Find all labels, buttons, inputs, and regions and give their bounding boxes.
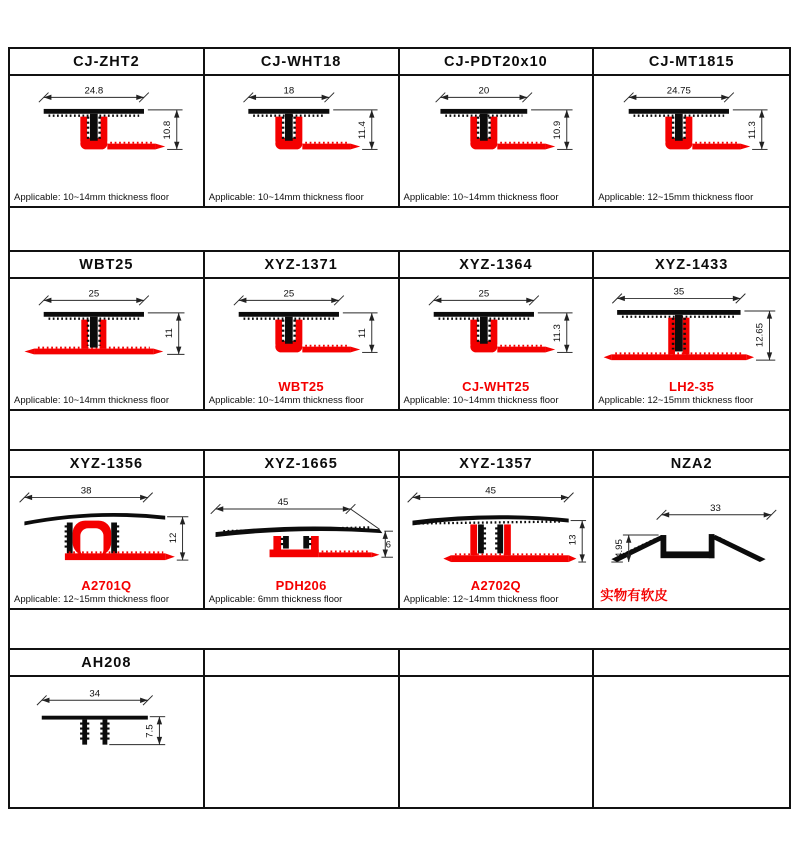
profile-cell-cj-mt1815 (594, 76, 789, 206)
t-profile-shape (39, 93, 183, 150)
product-code-xyz-1357: XYZ-1357 (400, 451, 595, 478)
t-profile-symmetric-shape (24, 296, 184, 355)
height-dimension: 4.95 (614, 539, 626, 558)
profile-cell-wbt25 (10, 279, 205, 409)
profile-drawing (205, 80, 398, 188)
t-profile-shape (234, 296, 378, 353)
product-label: A2702Q (470, 578, 521, 593)
profile-cell-xyz-1356 (10, 478, 205, 608)
height-dimension: 10.9 (551, 120, 563, 140)
height-dimension: 11.4 (356, 121, 368, 140)
product-code-wbt25: WBT25 (10, 252, 205, 279)
empty-cell (594, 677, 789, 807)
profile-drawing (400, 80, 593, 188)
profile-drawing (10, 283, 203, 391)
height-dimension: 12.65 (754, 323, 766, 348)
band-gap (10, 411, 789, 449)
product-code-cj-mt1815: CJ-MT1815 (594, 49, 789, 76)
profile-cell-xyz-1371 (205, 279, 400, 409)
band-4-drawings (10, 677, 789, 807)
profile-drawing (10, 482, 203, 590)
soft-skin-note: 实物有软皮 (600, 588, 668, 603)
ramp-channel-shape (612, 510, 777, 562)
profile-cell-cj-wht18 (205, 76, 400, 206)
winged-channel-shape (20, 493, 189, 560)
band-1 (10, 47, 789, 208)
applicable-note: Applicable: 10~14mm thickness floor (208, 395, 364, 406)
band-3-headers (10, 451, 789, 478)
product-label: WBT25 (278, 379, 324, 394)
profile-cell-nza2 (594, 478, 789, 608)
band-2 (10, 250, 789, 411)
profile-cell-cj-zht2 (10, 76, 205, 206)
product-code-ah208: AH208 (10, 650, 205, 677)
empty-header (400, 650, 595, 677)
height-dimension: 11 (163, 328, 175, 339)
profile-drawing (400, 283, 593, 391)
height-dimension: 7.5 (144, 724, 156, 738)
width-dimension: 24.8 (84, 85, 104, 97)
band-3 (10, 449, 789, 610)
t-profile-shape (624, 93, 768, 150)
empty-cell (400, 677, 595, 807)
profile-drawing (594, 283, 789, 391)
empty-header (594, 650, 789, 677)
profile-drawing (10, 681, 203, 789)
width-dimension: 35 (673, 286, 685, 298)
band-3-drawings (10, 478, 789, 608)
product-label: PDH206 (275, 578, 327, 593)
band-gap (10, 208, 789, 250)
width-dimension: 34 (89, 688, 101, 700)
empty-header (205, 650, 400, 677)
width-dimension: 20 (477, 85, 489, 97)
product-code-xyz-1433: XYZ-1433 (594, 252, 789, 279)
product-code-cj-pdt20x10: CJ-PDT20x10 (400, 49, 595, 76)
product-code-xyz-1364: XYZ-1364 (400, 252, 595, 279)
profile-drawing (205, 482, 398, 590)
height-dimension: 13 (566, 534, 578, 546)
product-code-xyz-1665: XYZ-1665 (205, 451, 400, 478)
profile-table (8, 47, 791, 809)
product-code-cj-wht18: CJ-WHT18 (205, 49, 400, 76)
profile-cell-cj-pdt20x10 (400, 76, 595, 206)
band-2-headers (10, 252, 789, 279)
profile-cell-xyz-1364 (400, 279, 595, 409)
product-code-cj-zht2: CJ-ZHT2 (10, 49, 205, 76)
width-dimension: 33 (710, 502, 722, 514)
height-dimension: 11.3 (551, 324, 563, 343)
profile-cell-ah208 (10, 677, 205, 807)
band-1-drawings (10, 76, 789, 206)
width-dimension: 25 (283, 288, 294, 300)
height-dimension: 12 (167, 532, 179, 544)
profile-drawing (594, 482, 789, 590)
band-4-headers (10, 650, 789, 677)
profile-drawing (205, 283, 398, 391)
height-dimension: 10.8 (162, 120, 174, 140)
width-dimension: 25 (88, 288, 100, 300)
applicable-note: Applicable: 10~14mm thickness floor (403, 395, 559, 406)
width-dimension: 45 (484, 485, 496, 497)
band-4 (10, 648, 789, 809)
profile-cell-xyz-1357 (400, 478, 595, 608)
low-ramp-channel-shape (210, 504, 392, 557)
profile-cell-xyz-1433 (594, 279, 789, 409)
product-label: LH2-35 (669, 379, 715, 394)
width-dimension: 38 (80, 485, 92, 497)
product-code-xyz-1371: XYZ-1371 (205, 252, 400, 279)
width-dimension: 45 (277, 497, 289, 509)
band-2-drawings (10, 279, 789, 409)
profile-drawing (10, 80, 203, 188)
applicable-note: Applicable: 10~14mm thickness floor (14, 192, 169, 203)
band-gap (10, 610, 789, 648)
height-dimension: 11 (356, 328, 368, 339)
t-profile-shape (428, 296, 572, 353)
applicable-note: Applicable: 12~15mm thickness floor (598, 192, 754, 203)
winged-h-channel-shape (407, 493, 585, 562)
applicable-note: Applicable: 6mm thickness floor (208, 594, 343, 605)
height-dimension: 6 (385, 539, 391, 551)
applicable-note: Applicable: 12~14mm thickness floor (403, 594, 559, 605)
t-profile-symmetric-wide-shape (604, 294, 776, 361)
applicable-note: Applicable: 10~14mm thickness floor (14, 395, 169, 406)
product-label: CJ-WHT25 (462, 379, 530, 394)
profile-drawing (594, 80, 789, 188)
product-label: A2701Q (81, 578, 132, 593)
width-dimension: 24.75 (667, 85, 692, 97)
band-1-headers (10, 49, 789, 76)
t-profile-shape (243, 93, 377, 150)
product-code-nza2: NZA2 (594, 451, 789, 478)
product-code-xyz-1356: XYZ-1356 (10, 451, 205, 478)
applicable-note: Applicable: 12~15mm thickness floor (14, 594, 169, 605)
applicable-note: Applicable: 10~14mm thickness floor (208, 192, 364, 203)
applicable-note: Applicable: 10~14mm thickness floor (403, 192, 559, 203)
empty-cell (205, 677, 400, 807)
profile-cell-xyz-1665 (205, 478, 400, 608)
height-dimension: 11.3 (747, 121, 759, 140)
width-dimension: 18 (283, 85, 294, 97)
profile-drawing (400, 482, 593, 590)
width-dimension: 25 (477, 288, 489, 300)
applicable-note: Applicable: 12~15mm thickness floor (598, 395, 754, 406)
